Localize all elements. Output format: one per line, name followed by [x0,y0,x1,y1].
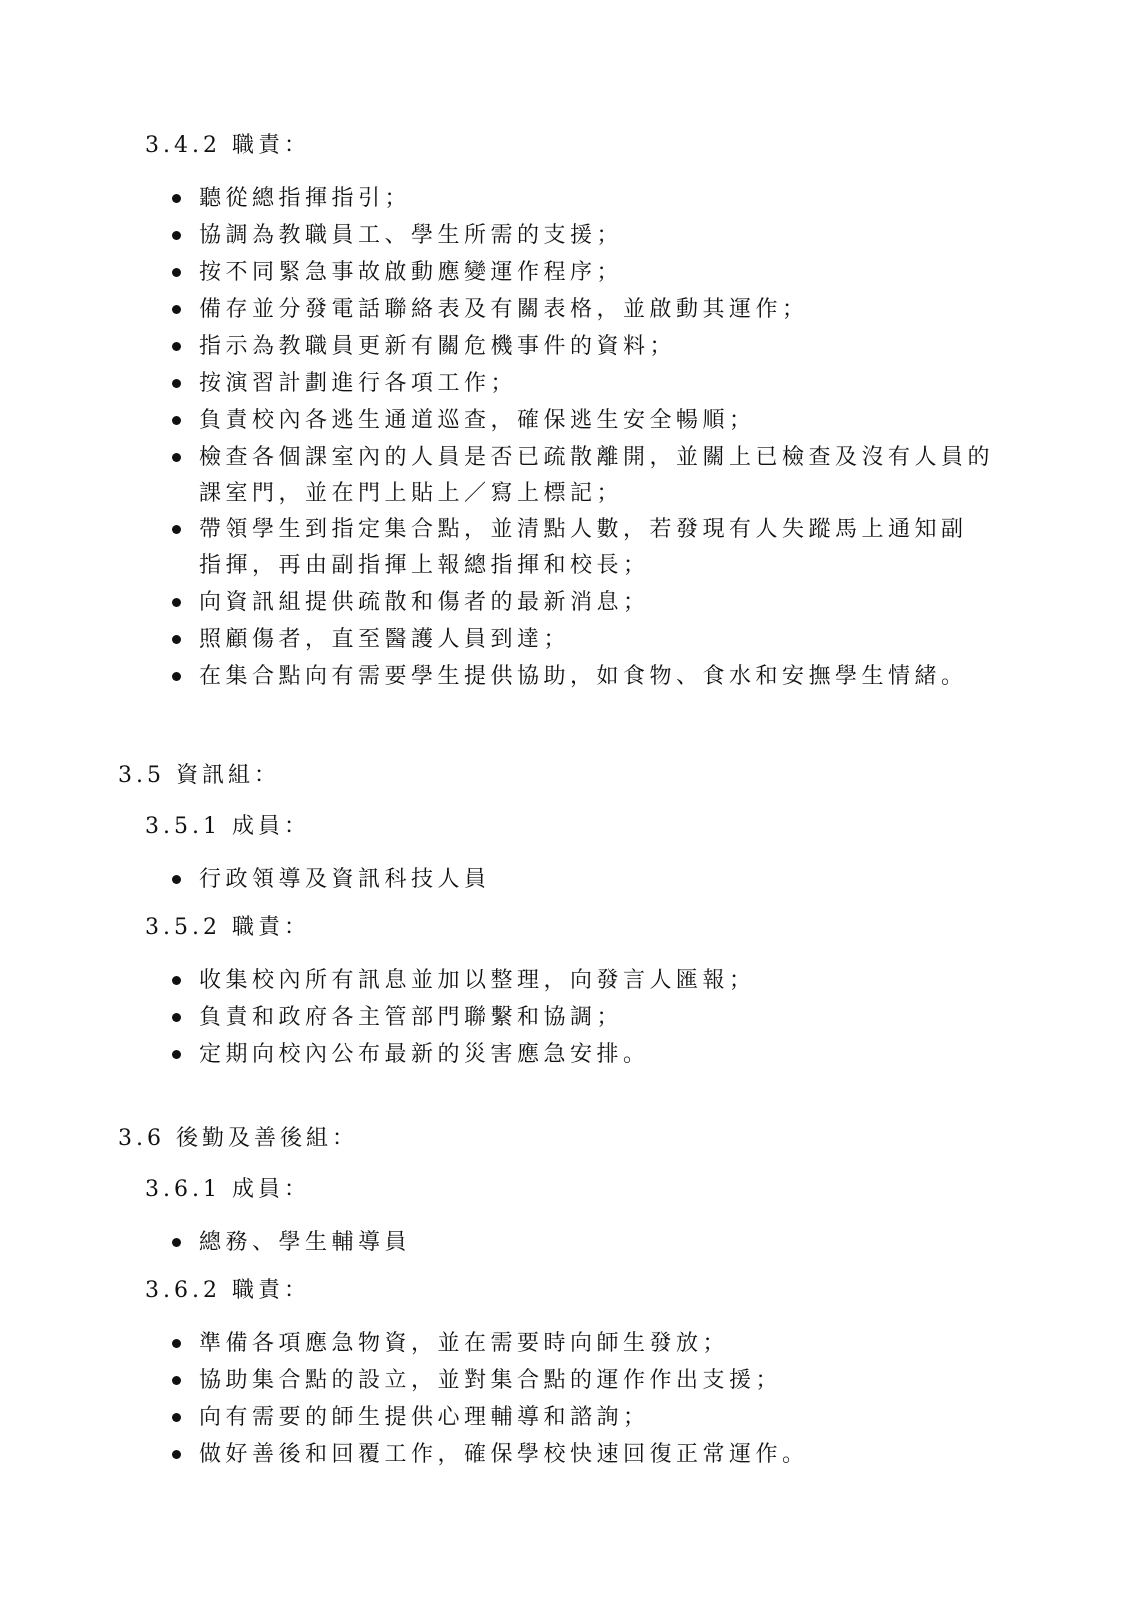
list-item: 備存並分發電話聯絡表及有關表格，並啟動其運作； [172,292,1012,328]
heading-3-6: 3.6 後勤及善後組： [118,1126,358,1151]
heading-3-4-2: 3.4.2 職責： [145,133,310,158]
bullet-icon [172,268,181,277]
heading-3-6-1: 3.6.1 成員： [145,1177,310,1202]
list-item: 按演習計劃進行各項工作； [172,366,1012,402]
list-item: 向有需要的師生提供心理輔導和諮詢； [172,1400,1012,1436]
bullet-icon [172,1238,181,1247]
bullet-icon [172,379,181,388]
bullet-icon [172,1413,181,1422]
list-item: 聽從總指揮指引； [172,181,1012,217]
heading-3-5-1: 3.5.1 成員： [145,814,310,839]
list-item: 協助集合點的設立，並對集合點的運作作出支援； [172,1363,1012,1399]
list-item: 總務、學生輔導員 [172,1225,1012,1261]
heading-3-5: 3.5 資訊組： [118,763,280,788]
list-item: 指示為教職員更新有關危機事件的資料； [172,329,1012,365]
bullet-icon [172,525,181,534]
bullet-icon [172,231,181,240]
list-item: 協調為教職員工、學生所需的支援； [172,218,1012,254]
bullet-icon [172,305,181,314]
bullet-icon [172,416,181,425]
list-item: 行政領導及資訊科技人員 [172,862,1012,898]
bullet-icon [172,1450,181,1459]
list-item: 定期向校內公布最新的災害應急安排。 [172,1037,1012,1073]
bullet-icon [172,342,181,351]
list-item: 負責校內各逃生通道巡查，確保逃生安全暢順； [172,403,1012,439]
bullet-icon [172,1013,181,1022]
list-item: 做好善後和回覆工作，確保學校快速回復正常運作。 [172,1437,1012,1473]
list-item: 準備各項應急物資，並在需要時向師生發放； [172,1326,1012,1362]
bullet-icon [172,635,181,644]
bullet-icon [172,1339,181,1348]
list-item: 檢查各個課室內的人員是否已疏散離開，並關上已檢查及沒有人員的課室門，並在門上貼上／寫上標記； [172,440,1012,512]
bullet-icon [172,875,181,884]
list-item: 向資訊組提供疏散和傷者的最新消息； [172,585,1012,621]
list-item: 負責和政府各主管部門聯繫和協調； [172,1000,1012,1036]
bullet-icon [172,194,181,203]
heading-3-6-2: 3.6.2 職責： [145,1278,310,1303]
bullet-icon [172,672,181,681]
heading-3-5-2: 3.5.2 職責： [145,915,310,940]
list-item: 收集校內所有訊息並加以整理，向發言人匯報； [172,963,1012,999]
bullet-icon [172,976,181,985]
list-item: 在集合點向有需要學生提供協助，如食物、食水和安撫學生情緒。 [172,659,1012,695]
list-item: 按不同緊急事故啟動應變運作程序； [172,255,1012,291]
bullet-icon [172,453,181,462]
list-item: 帶領學生到指定集合點，並清點人數，若發現有人失蹤馬上通知副指揮，再由副指揮上報總指揮和校長； [172,512,972,584]
bullet-icon [172,1376,181,1385]
bullet-icon [172,598,181,607]
bullet-icon [172,1050,181,1059]
list-item: 照顧傷者，直至醫護人員到達； [172,622,1012,658]
